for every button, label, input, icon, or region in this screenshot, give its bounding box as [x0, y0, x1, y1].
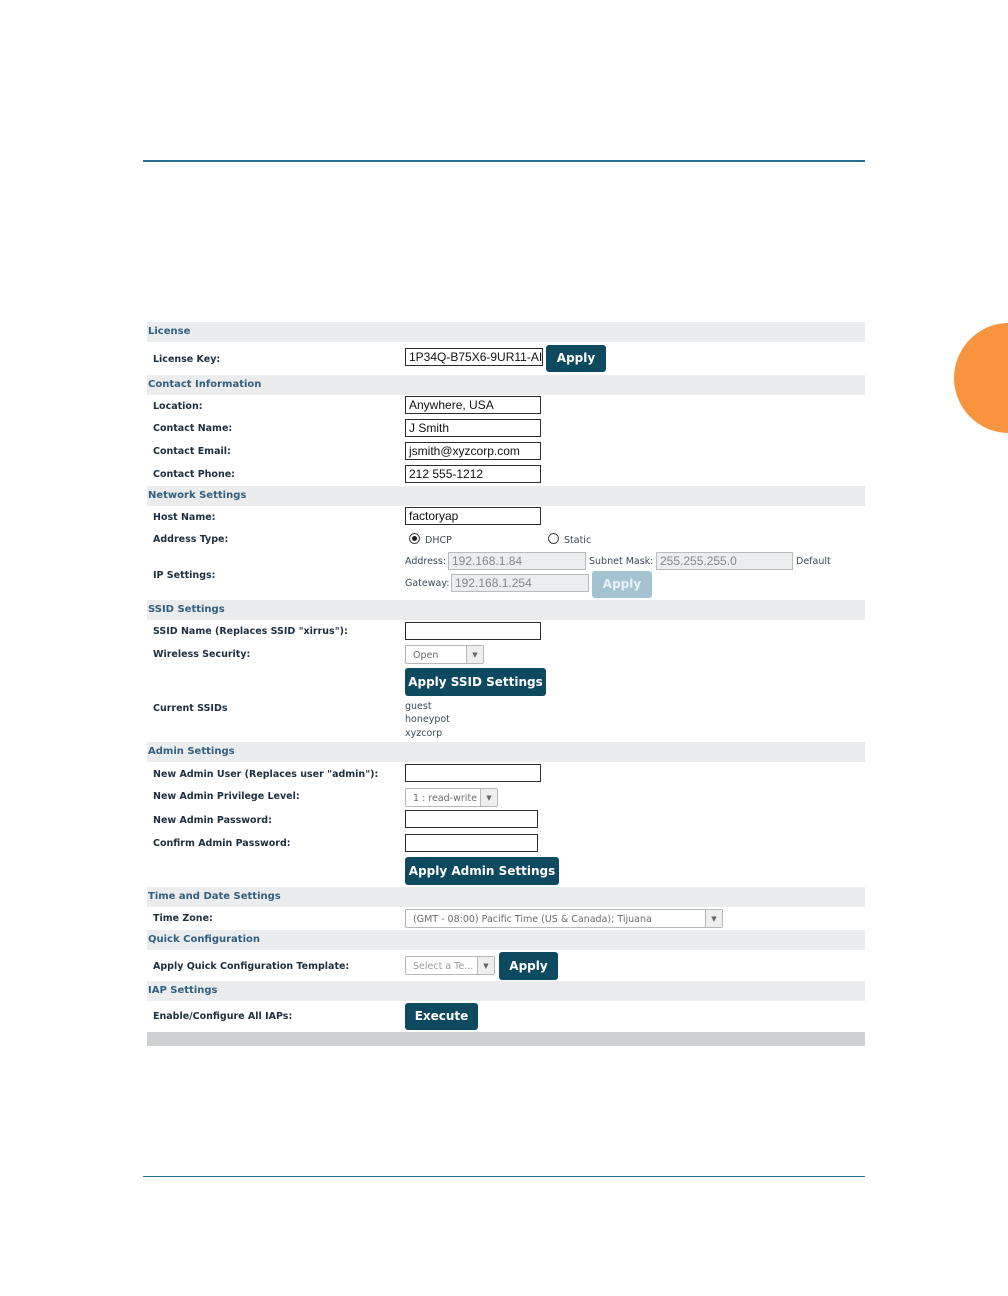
ip-address-input[interactable]: 192.168.1.84	[448, 552, 586, 570]
time-zone-label: Time Zone:	[153, 913, 213, 924]
ip-settings-label: IP Settings:	[153, 570, 216, 581]
current-ssids-label: Current SSIDs	[153, 703, 228, 714]
new-admin-user-label: New Admin User (Replaces user "admin"):	[153, 769, 379, 780]
section-ssid: SSID Settings	[147, 600, 865, 620]
wireless-security-label: Wireless Security:	[153, 649, 251, 660]
location-input[interactable]: Anywhere, USA	[405, 396, 541, 414]
contact-phone-label: Contact Phone:	[153, 469, 235, 480]
time-zone-value: (GMT - 08:00) Pacific Time (US & Canada); Tijuana	[413, 914, 652, 925]
section-time: Time and Date Settings	[147, 887, 865, 907]
ssid-name-label: SSID Name (Replaces SSID "xirrus"):	[153, 626, 348, 637]
header-rule	[143, 160, 865, 162]
apply-admin-settings-button[interactable]: Apply Admin Settings	[405, 857, 559, 885]
new-admin-user-input[interactable]	[405, 764, 541, 782]
section-quick-config: Quick Configuration	[147, 930, 865, 950]
section-iap: IAP Settings	[147, 981, 865, 1001]
quick-template-value: Select a Te...	[413, 961, 474, 972]
gateway-input[interactable]: 192.168.1.254	[451, 574, 589, 592]
ip-apply-button[interactable]: Apply	[592, 571, 652, 598]
host-name-input[interactable]: factoryap	[405, 507, 541, 525]
ssid-list-item: honeypot	[405, 714, 450, 725]
privilege-level-label: New Admin Privilege Level:	[153, 791, 300, 802]
location-label: Location:	[153, 401, 203, 412]
ssid-list-item: xyzcorp	[405, 728, 443, 739]
chevron-down-icon: ▼	[705, 910, 722, 927]
chevron-down-icon: ▼	[477, 957, 494, 974]
section-admin: Admin Settings	[147, 742, 865, 762]
host-name-label: Host Name:	[153, 512, 216, 523]
dhcp-label: DHCP	[425, 535, 452, 546]
chevron-down-icon: ▼	[480, 789, 497, 806]
enable-iaps-label: Enable/Configure All IAPs:	[153, 1011, 293, 1022]
time-zone-select[interactable]	[405, 909, 723, 928]
ssid-name-input[interactable]	[405, 622, 541, 640]
static-radio-icon[interactable]	[548, 533, 559, 544]
confirm-password-label: Confirm Admin Password:	[153, 838, 291, 849]
subnet-mask-label: Subnet Mask:	[589, 556, 654, 567]
panel-footer-bar	[147, 1032, 865, 1046]
static-label: Static	[564, 535, 592, 546]
contact-email-label: Contact Email:	[153, 446, 231, 457]
quick-apply-button[interactable]: Apply	[499, 952, 558, 980]
admin-password-input[interactable]	[405, 810, 538, 828]
settings-panel	[147, 322, 865, 1046]
license-key-label: License Key:	[153, 354, 221, 365]
license-key-input[interactable]: 1P34Q-B75X6-9UR11-AI	[405, 348, 543, 366]
section-license: License	[147, 322, 865, 342]
contact-name-label: Contact Name:	[153, 423, 233, 434]
section-network: Network Settings	[147, 486, 865, 506]
confirm-password-input[interactable]	[405, 834, 538, 852]
privilege-level-value: 1 : read-write	[413, 793, 477, 804]
wireless-security-value: Open	[413, 650, 439, 661]
contact-phone-input[interactable]: 212 555-1212	[405, 465, 541, 483]
contact-name-input[interactable]: J Smith	[405, 419, 541, 437]
admin-password-label: New Admin Password:	[153, 815, 272, 826]
address-type-label: Address Type:	[153, 534, 229, 545]
apply-ssid-settings-button[interactable]: Apply SSID Settings	[405, 668, 546, 696]
default-label: Default	[796, 556, 831, 567]
dhcp-radio-icon[interactable]	[409, 533, 420, 544]
section-contact: Contact Information	[147, 375, 865, 395]
subnet-mask-input[interactable]: 255.255.255.0	[656, 552, 793, 570]
privilege-level-select[interactable]	[405, 788, 498, 807]
footer-rule	[143, 1176, 865, 1177]
ssid-list-item: guest	[405, 701, 432, 712]
execute-button[interactable]: Execute	[405, 1003, 478, 1030]
chapter-tab-marker	[954, 323, 1008, 433]
gateway-label: Gateway:	[405, 578, 450, 589]
quick-template-label: Apply Quick Configuration Template:	[153, 961, 350, 972]
wireless-security-select[interactable]	[405, 645, 484, 664]
contact-email-input[interactable]: jsmith@xyzcorp.com	[405, 442, 541, 460]
address-label: Address:	[405, 556, 447, 567]
chevron-down-icon: ▼	[466, 646, 483, 663]
quick-template-select[interactable]	[405, 956, 495, 975]
license-apply-button[interactable]: Apply	[546, 345, 606, 372]
